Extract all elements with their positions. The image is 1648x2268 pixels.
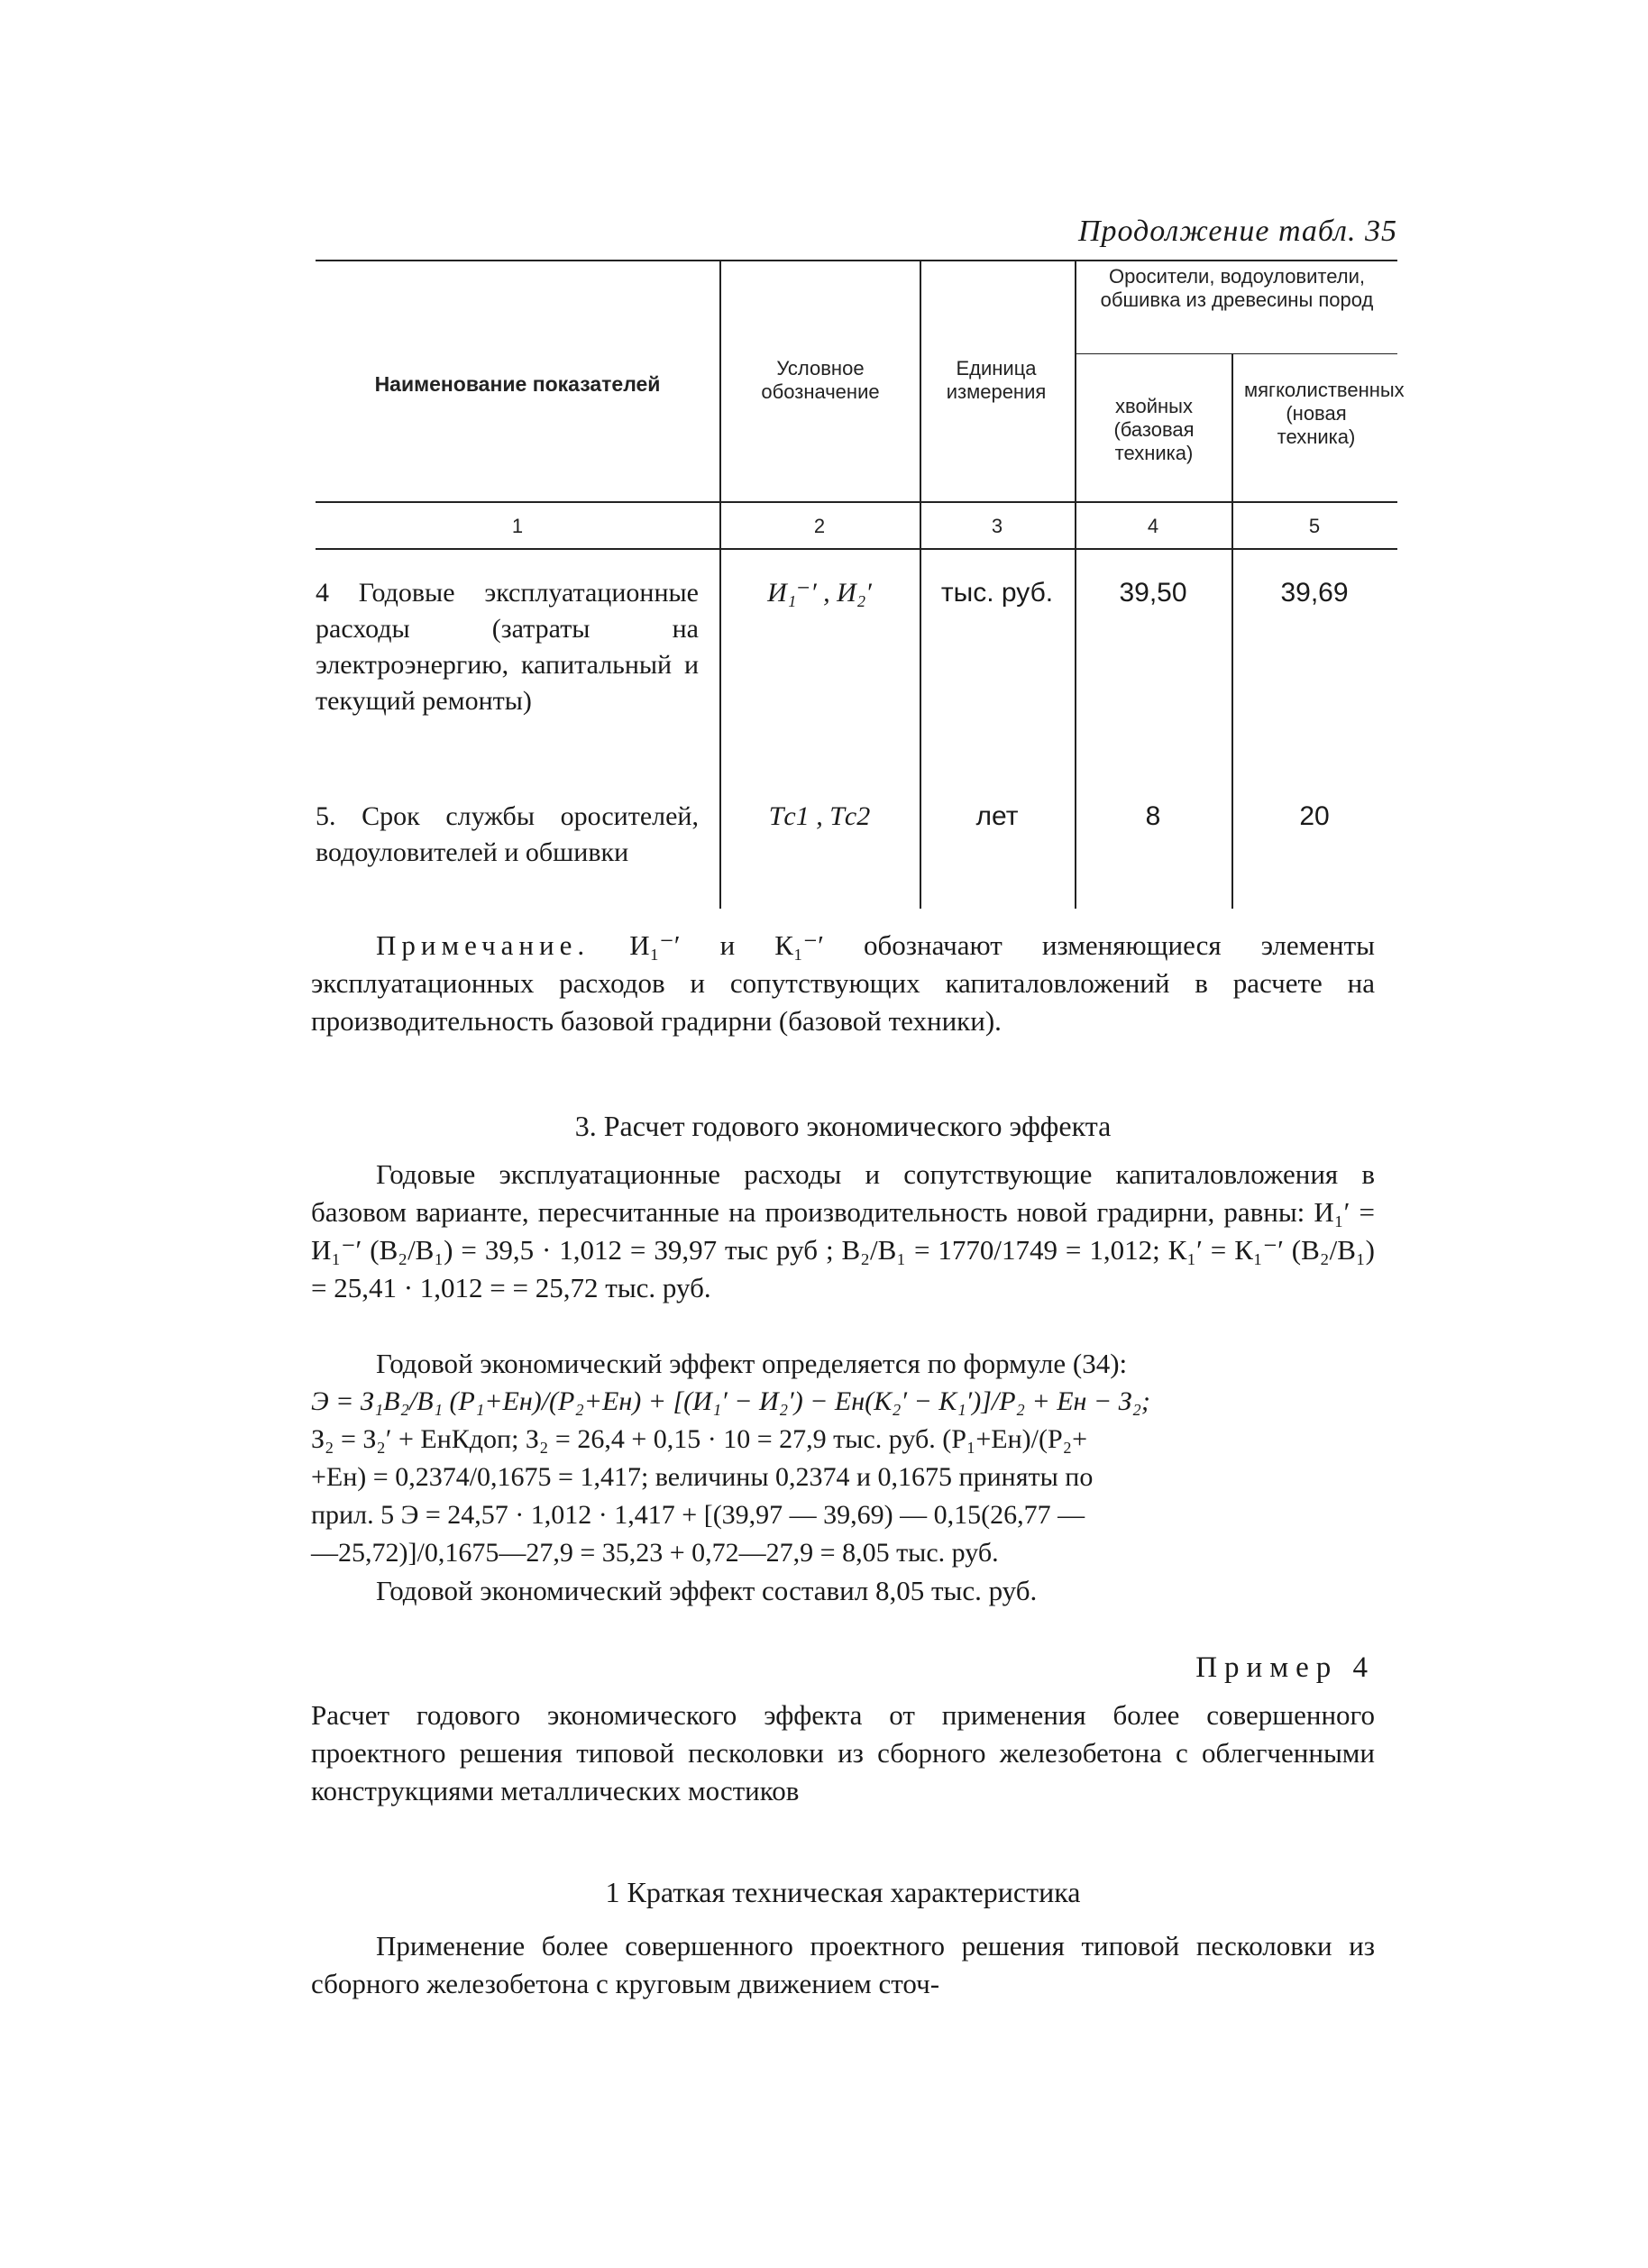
data-table [316, 260, 1405, 909]
formula-line: +Eн) = 0,2374/0,1675 = 1,417; величины 0,2374 и 0,1675 приняты по [311, 1462, 1094, 1492]
header-unit: Единица измерения [946, 357, 1047, 403]
paragraph-formula-intro: Годовой экономический эффект определяется по формуле (34): [376, 1348, 1128, 1379]
note-text: И₁⁻′ и К₁⁻′ обозначают изменяющиеся элементы эксплуатационных расходов и сопутствующих капиталовложений в расчете на производительность базовой градирни (базовой техники). [311, 929, 1376, 1037]
formula-line: прил. 5 Э = 24,57 · 1,012 · 1,417 + [(39,97 — 39,69) — 0,15(26,77 — [311, 1500, 1085, 1530]
table-top-rule [316, 260, 1397, 261]
numbers-bottom-rule [316, 548, 1397, 550]
formula-line: Э = З₁B₂/B₁ (P₁+Eн)/(P₂+Eн) + [(И₁′ − И₂′) − Eн(К₂′ − К₁′)]/P₂ + Eн − З₂; [311, 1386, 1150, 1416]
paragraph-application: Применение более совершенного проектного решения типовой песколовки из сборного железобетона с круговым движением сточ- [311, 1930, 1375, 1999]
row-4-col5-value: 39,69 [1280, 578, 1349, 608]
column-number: 5 [1308, 515, 1321, 537]
header-bottom-rule [316, 501, 1397, 503]
header-col5: мягколиственных (новая техника) [1244, 379, 1405, 448]
header-symbol: Условное обозначение [761, 357, 880, 403]
header-name: Наименование показателей [374, 372, 661, 396]
paragraph-result: Годовой экономический эффект составил 8,05 тыс. руб. [376, 1575, 1038, 1606]
column-number: 1 [511, 515, 524, 537]
row-5-name: 5. Срок службы оросителей, водоуловителей и обшивки [316, 801, 699, 867]
section-1-heading: 1 Краткая техническая характеристика [605, 1876, 1081, 1908]
table-note [311, 927, 1375, 1040]
row-4-name: 4 Годовые эксплуатационные расходы (затраты на электроэнергию, капитальный и текущий ремонты) [316, 578, 699, 716]
formula-line: З₂ = З₂′ + EнКдоп; З₂ = 26,4 + 0,15 · 10 = 27,9 тыс. руб. (P₁+Eн)/(P₂+ [311, 1424, 1088, 1454]
table-continuation-label: Продолжение табл. 35 [1077, 215, 1397, 248]
note-label: Примечание. [376, 929, 591, 961]
section-3-heading: 3. Расчет годового экономического эффекта [574, 1110, 1112, 1142]
paragraph-costs: Годовые эксплуатационные расходы и сопутствующие капиталовложения в базовом варианте, пересчитанные на производительность новой градирни, равны: И₁′ = И₁⁻′ (B₂/B₁) = 39,5 · 1,012 = 39,97 тыс руб ; B₂/B₁ = 1770/1749 = 1,012; К₁′ = К₁⁻′ (B₂/B₁) = 25,41 · 1,012 = = 25,72 тыс. руб. [311, 1158, 1375, 1303]
example-title: Расчет годового экономического эффекта от применения более совершенного проектного решения типовой песколовки из сборного железобетона с облегченными конструкциями металлических мостиков [311, 1699, 1375, 1806]
column-number: 3 [991, 515, 1003, 537]
column-number: 2 [813, 515, 826, 537]
row-4-unit: тыс. руб. [940, 578, 1054, 608]
row-4-symbol: И₁⁻′ , И₂′ [767, 578, 872, 608]
column-number: 4 [1147, 515, 1159, 537]
row-5-col5-value: 20 [1299, 801, 1330, 831]
group-header-rule [1075, 353, 1397, 354]
header-group: Оросители, водоуловители, обшивка из древесины пород [1100, 265, 1374, 311]
row-5-col4-value: 8 [1145, 801, 1161, 831]
row-4-col4-value: 39,50 [1119, 578, 1187, 608]
formula-line: —25,72)]/0,1675—27,9 = 35,23 + 0,72—27,9 = 8,05 тыс. руб. [311, 1538, 999, 1568]
row-5-unit: лет [975, 801, 1019, 831]
example-label: Пример 4 [1195, 1651, 1375, 1684]
header-col4: хвойных (базовая техника) [1113, 395, 1195, 464]
row-5-symbol: Tс1 , Tс2 [768, 801, 871, 831]
